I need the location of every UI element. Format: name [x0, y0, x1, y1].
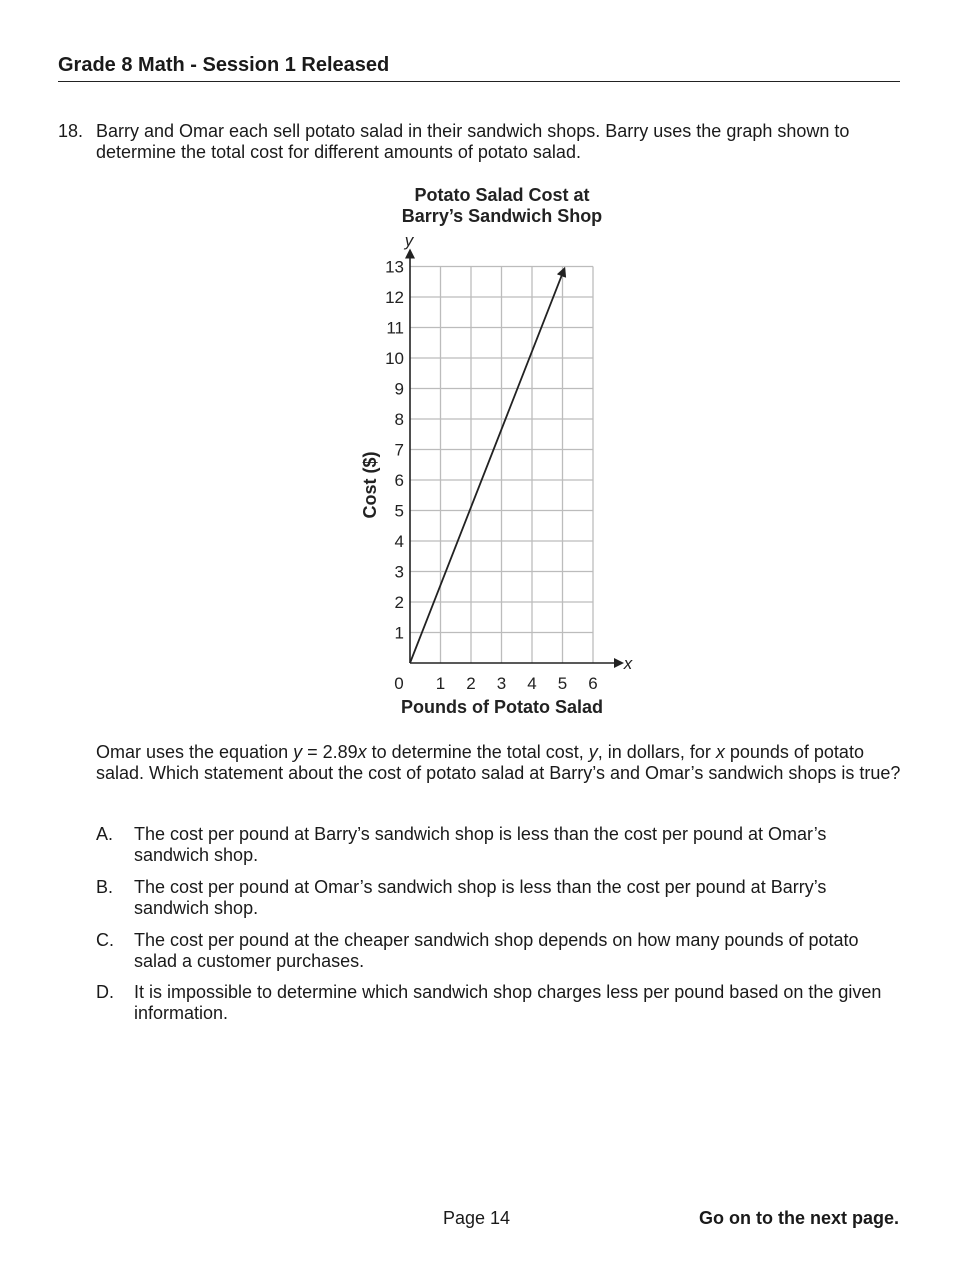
choice-d-letter: D.	[96, 982, 114, 1002]
choice-a-text: The cost per pound at Barry’s sandwich shop is less than the cost per pound at Omar’s sandwich shop.	[134, 824, 827, 865]
y-tick-label: 10	[385, 349, 404, 368]
question-text: Barry and Omar each sell potato salad in their sandwich shops. Barry uses the graph shown to determine the total cost for different amounts of potato salad.	[96, 121, 850, 162]
y-axis-name: y	[404, 231, 414, 250]
omar-text-3: to determine the total cost,	[366, 742, 589, 762]
chart-grid	[410, 267, 593, 664]
x-tick-label: 4	[527, 674, 537, 693]
choice-c-letter: C.	[96, 930, 114, 950]
page-header: Grade 8 Math - Session 1 Released	[58, 54, 900, 82]
question-number: 18.	[58, 121, 84, 141]
x-tick-label: 6	[588, 674, 598, 693]
omar-text-5: pounds of potato salad. Which statement about the cost of potato salad at Barry’s and Omar’s sandwich shops is true?	[96, 742, 901, 783]
y-tick-label: 7	[394, 440, 404, 460]
choice-a-letter: A.	[96, 824, 114, 844]
y-tick-label: 5	[394, 501, 404, 521]
y-tick-label: 2	[394, 593, 404, 612]
omar-text-1: Omar uses the equation	[96, 742, 294, 762]
y-tick-label: 13	[385, 257, 404, 277]
choice-c-text: The cost per pound at the cheaper sandwich shop depends on how many pounds of potato salad a customer purchases.	[134, 930, 859, 971]
x-tick-label: 5	[557, 674, 568, 693]
y-tick-label: 3	[394, 562, 404, 582]
omar-var-x2: x	[715, 742, 725, 762]
omar-var-y: y	[293, 742, 303, 762]
chart-title-line2: Barry’s Sandwich Shop	[401, 206, 603, 226]
x-axis-name: x	[623, 654, 633, 673]
chart-series	[410, 270, 564, 663]
choice-b-text: The cost per pound at Omar’s sandwich shop is less than the cost per pound at Barry’s sandwich shop.	[134, 877, 827, 918]
omar-text-2: = 2.89	[302, 742, 358, 762]
choice-d-text: It is impossible to determine which sandwich shop charges less per pound based on the given information.	[134, 982, 882, 1023]
omar-text-4: , in dollars, for	[597, 742, 716, 762]
y-tick-label: 4	[394, 532, 404, 551]
series-line-barry	[410, 270, 564, 663]
y-tick-label: 9	[394, 379, 404, 399]
omar-var-y2: y	[588, 742, 598, 762]
x-tick-label: 2	[466, 674, 476, 693]
y-tick-label: 11	[386, 318, 404, 338]
x-tick-label: 3	[496, 674, 507, 693]
x-axis-label: Pounds of Potato Salad	[400, 697, 604, 717]
chart-tick-labels	[385, 258, 598, 694]
chart-axes	[410, 252, 621, 664]
go-on-notice: Go on to the next page.	[698, 1208, 899, 1228]
page-number: Page 14	[443, 1208, 511, 1228]
omar-statement	[96, 742, 906, 784]
y-tick-label: 6	[394, 471, 404, 490]
y-tick-label: 12	[385, 288, 404, 307]
y-tick-label: 8	[394, 410, 404, 429]
chart-svg	[340, 180, 640, 725]
x-tick-label: 1	[435, 674, 446, 693]
omar-var-x: x	[357, 742, 367, 762]
y-axis-label: Cost ($)	[360, 451, 380, 519]
cost-chart	[340, 180, 640, 730]
x-tick-label: 0	[394, 674, 404, 693]
choice-b-letter: B.	[96, 877, 114, 897]
y-tick-label: 1	[394, 623, 404, 643]
chart-title-line1: Potato Salad Cost at	[414, 185, 590, 205]
